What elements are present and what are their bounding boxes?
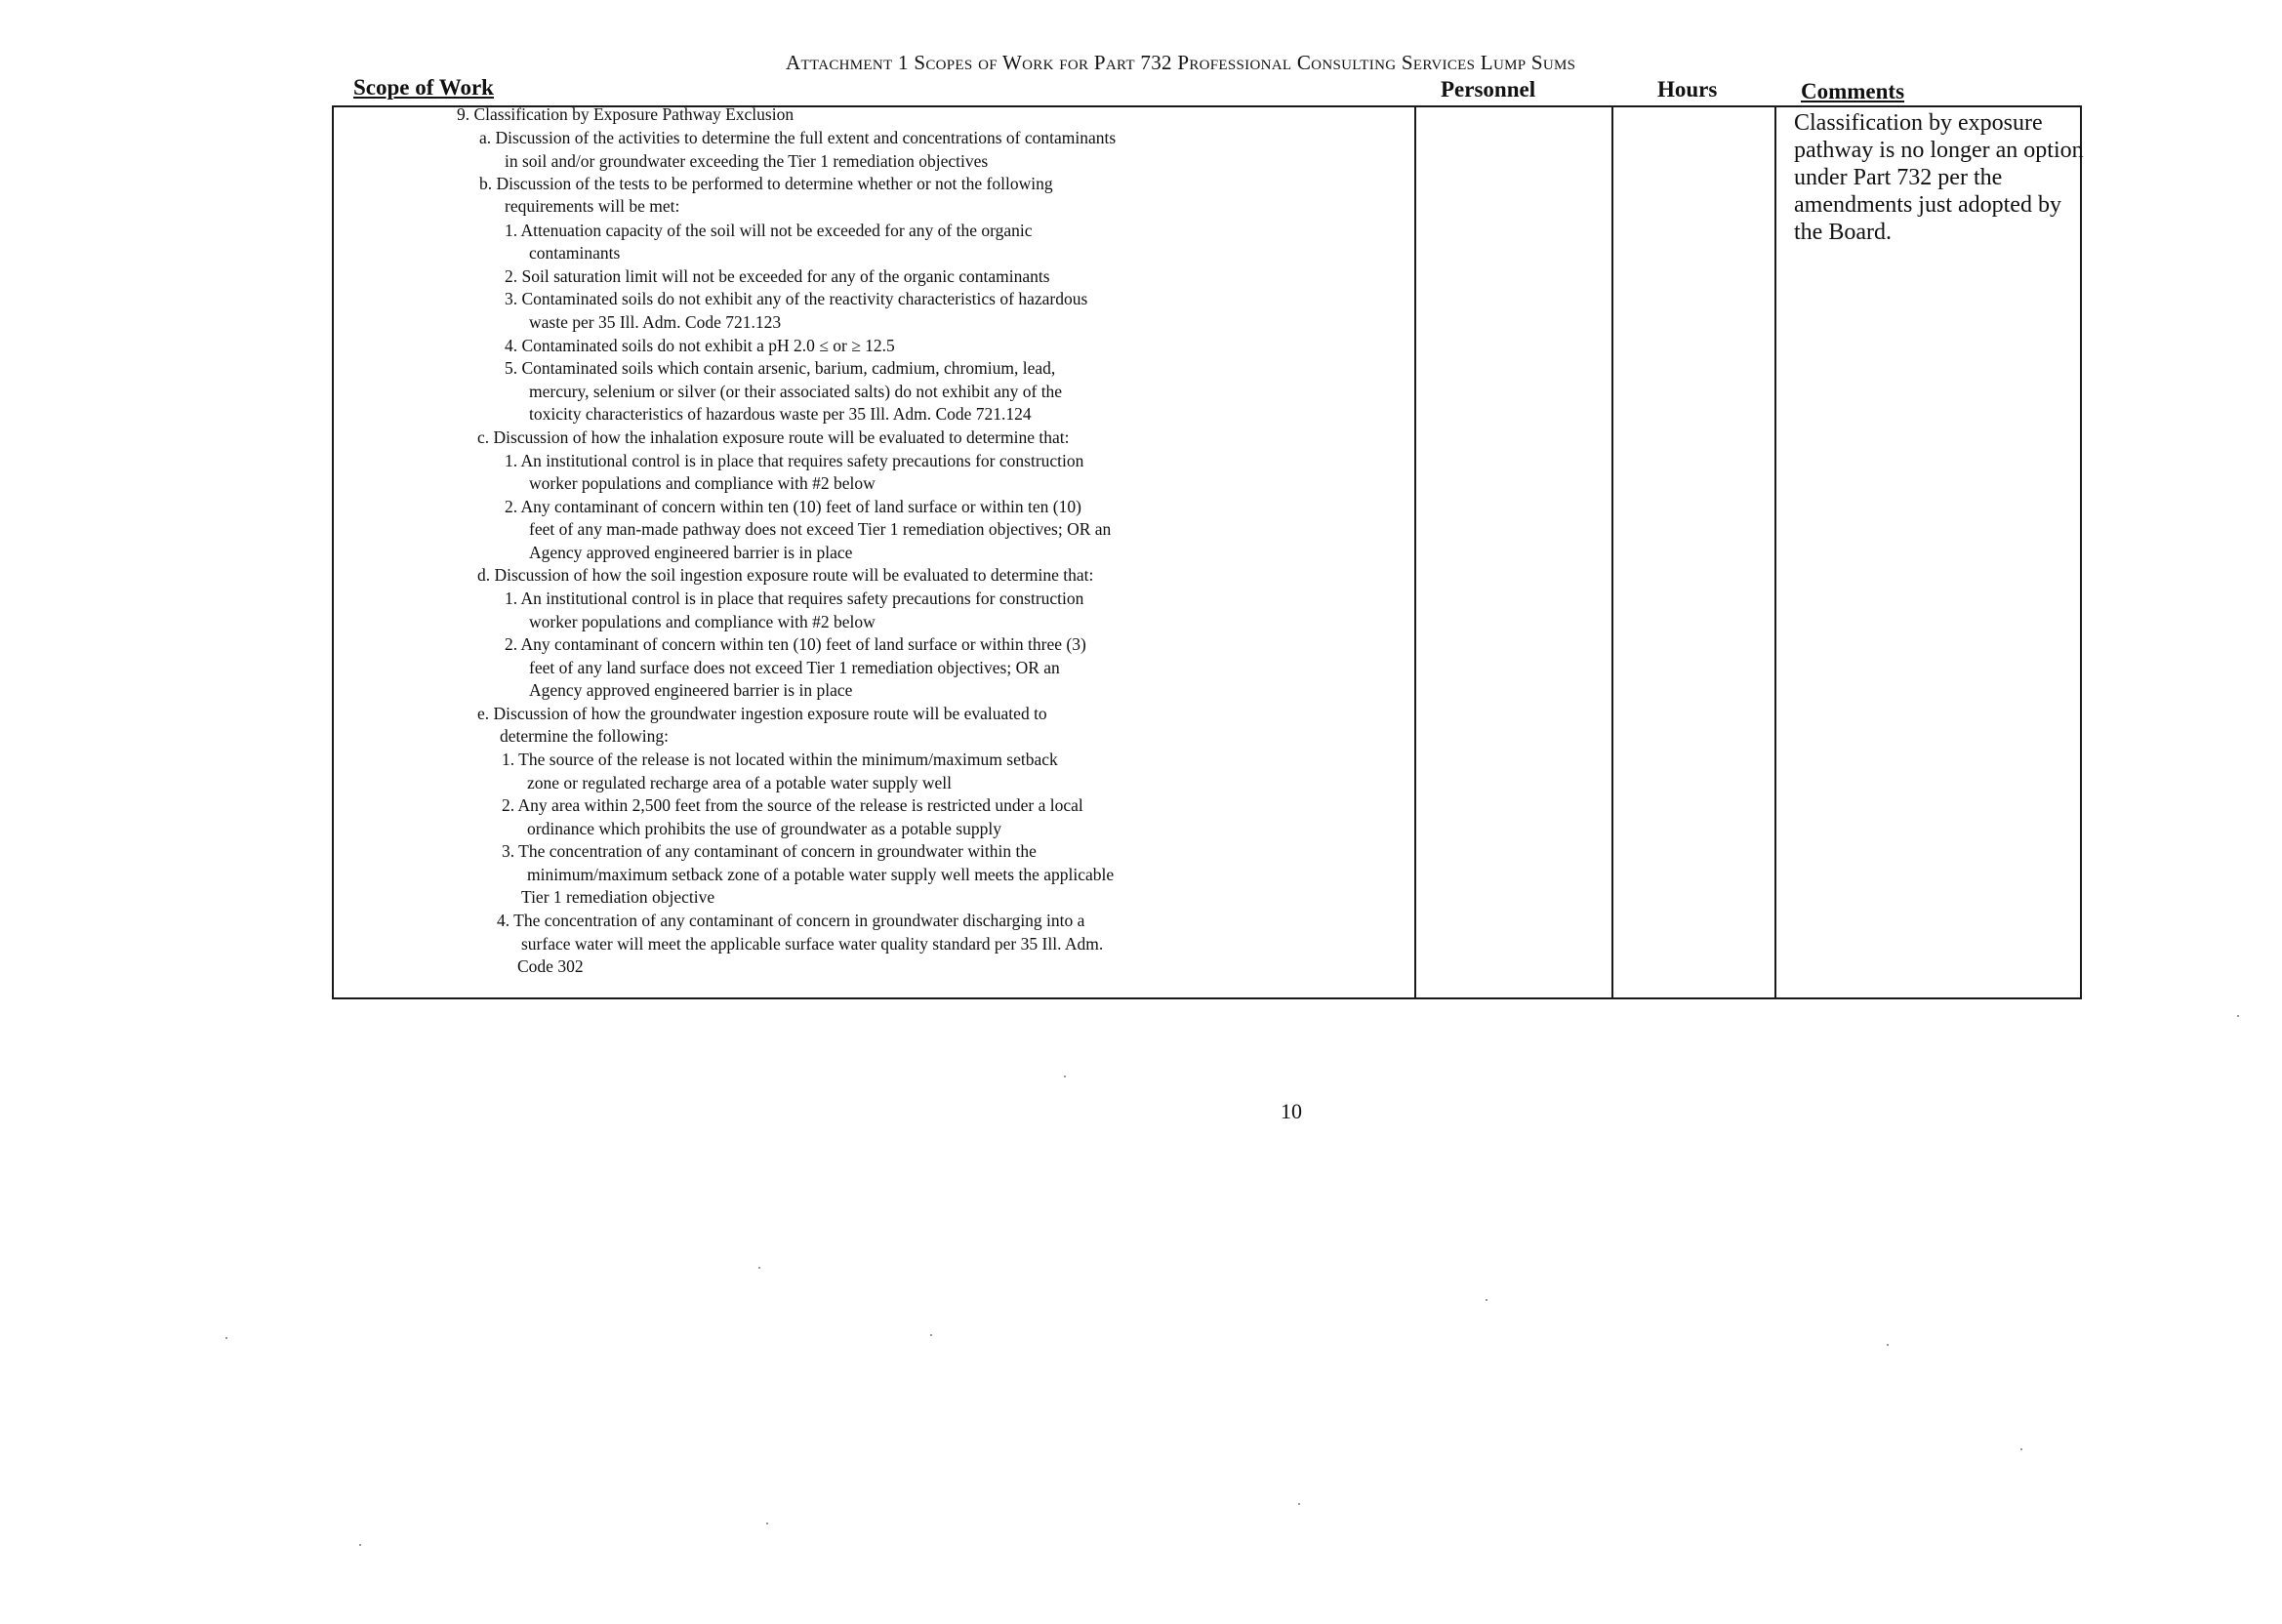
scope-line: b. Discussion of the tests to be performed to determine whether or not the following	[479, 174, 1053, 193]
scope-line: determine the following:	[500, 726, 670, 746]
scope-line: 2. Any area within 2,500 feet from the source of the release is restricted under a local	[502, 795, 1083, 815]
column-divider	[1414, 105, 1416, 999]
scope-line: toxicity characteristics of hazardous waste per 35 Ill. Adm. Code 721.124	[529, 404, 1032, 424]
scope-line: waste per 35 Ill. Adm. Code 721.123	[529, 312, 782, 332]
scope-line: minimum/maximum setback zone of a potable water supply well meets the applicable	[527, 865, 1115, 884]
scan-speck	[1486, 1299, 1487, 1301]
scan-speck	[2020, 1448, 2022, 1450]
scope-line: Tier 1 remediation objective	[521, 887, 715, 907]
scope-line: worker populations and compliance with #2 below	[529, 612, 876, 631]
document-title: Attachment 1 Scopes of Work for Part 732 Professional Consulting Services Lump Sums	[786, 51, 1576, 74]
scope-line: e. Discussion of how the groundwater ingestion exposure route will be evaluated to	[477, 704, 1047, 723]
scope-line: 1. An institutional control is in place that requires safety precautions for construction	[505, 589, 1084, 608]
column-header-scope: Scope of Work	[353, 75, 494, 100]
scope-line: contaminants	[529, 243, 621, 263]
scope-line: requirements will be met:	[505, 196, 680, 216]
scope-line: a. Discussion of the activities to determine the full extent and concentrations of contaminants	[479, 128, 1117, 147]
scope-line: 1. Attenuation capacity of the soil will not be exceeded for any of the organic	[505, 221, 1033, 240]
scope-line: feet of any man-made pathway does not exceed Tier 1 remediation objectives; OR an	[529, 519, 1112, 539]
scope-line: surface water will meet the applicable surface water quality standard per 35 Ill. Adm.	[521, 934, 1104, 954]
scan-speck	[930, 1334, 932, 1336]
scope-line: 3. Contaminated soils do not exhibit any of the reactivity characteristics of hazardous	[505, 289, 1088, 308]
scan-speck	[359, 1544, 361, 1546]
scope-line: Agency approved engineered barrier is in place	[529, 680, 853, 700]
scope-line: c. Discussion of how the inhalation exposure route will be evaluated to determine that:	[477, 427, 1070, 447]
scan-speck	[766, 1522, 768, 1524]
scan-speck	[1064, 1076, 1066, 1077]
scan-speck	[758, 1267, 760, 1269]
scope-line: feet of any land surface does not exceed Tier 1 remediation objectives; OR an	[529, 658, 1060, 677]
column-divider	[1611, 105, 1613, 999]
scope-line: 2. Any contaminant of concern within ten (10) feet of land surface or within three (3)	[505, 634, 1086, 654]
scope-line: Agency approved engineered barrier is in place	[529, 543, 853, 562]
scope-line: worker populations and compliance with #2 below	[529, 473, 876, 493]
scope-line: ordinance which prohibits the use of groundwater as a potable supply	[527, 819, 1001, 838]
scope-line: in soil and/or groundwater exceeding the Tier 1 remediation objectives	[505, 151, 989, 171]
column-header-hours: Hours	[1657, 77, 1718, 102]
scan-speck	[1887, 1344, 1889, 1346]
scan-speck	[2237, 1015, 2239, 1017]
scope-line: zone or regulated recharge area of a potable water supply well	[527, 773, 953, 792]
scope-line: 1. An institutional control is in place that requires safety precautions for construction	[505, 451, 1084, 470]
column-header-personnel: Personnel	[1441, 77, 1536, 102]
scan-speck	[1298, 1503, 1300, 1505]
scope-line: Code 302	[517, 956, 584, 976]
scope-line: 1. The source of the release is not located within the minimum/maximum setback	[502, 750, 1058, 769]
scan-speck	[225, 1337, 227, 1339]
scope-line: 3. The concentration of any contaminant of concern in groundwater within the	[502, 841, 1037, 861]
scope-line: 5. Contaminated soils which contain arsenic, barium, cadmium, chromium, lead,	[505, 358, 1056, 378]
scope-line: 4. Contaminated soils do not exhibit a pH 2.0 ≤ or ≥ 12.5	[505, 336, 895, 355]
scope-line: 4. The concentration of any contaminant of concern in groundwater discharging into a	[497, 911, 1085, 930]
scope-line: mercury, selenium or silver (or their associated salts) do not exhibit any of the	[529, 382, 1063, 401]
page-number: 10	[1281, 1099, 1302, 1123]
column-divider	[1774, 105, 1776, 999]
column-header-comments: Comments	[1801, 79, 1905, 103]
scope-line: 2. Soil saturation limit will not be exceeded for any of the organic contaminants	[505, 266, 1050, 286]
comment-cell: Classification by exposure pathway is no longer an option under Part 732 per the amendments just adopted by the Board.	[1794, 110, 2084, 245]
scope-line: 9. Classification by Exposure Pathway Exclusion	[457, 104, 795, 124]
scope-line: d. Discussion of how the soil ingestion exposure route will be evaluated to determine that:	[477, 565, 1094, 585]
scope-line: 2. Any contaminant of concern within ten (10) feet of land surface or within ten (10)	[505, 497, 1081, 516]
